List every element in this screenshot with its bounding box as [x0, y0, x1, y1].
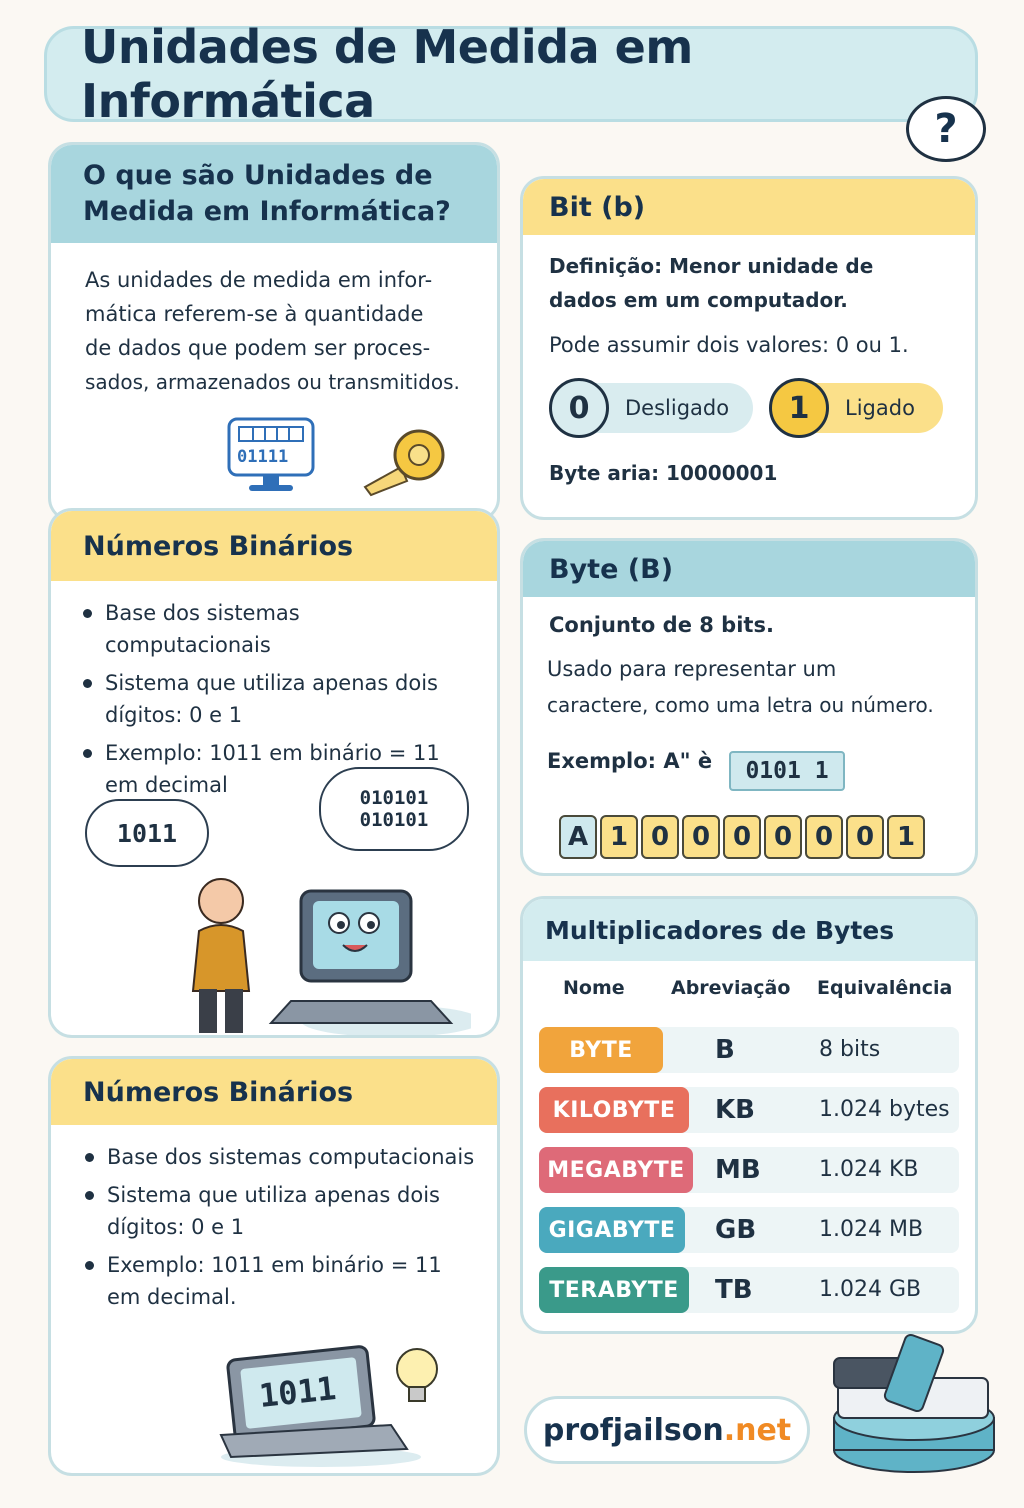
thought-cloud-left: 1011 — [85, 799, 209, 867]
intro-heading-line: O que são Unidades de — [83, 160, 433, 191]
byte-bit-box: 0 — [805, 815, 843, 859]
site-link[interactable] — [524, 1396, 810, 1464]
bit-off-pill — [553, 383, 753, 433]
bullet-item: Exemplo: 1011 em binário = 11 em decimal — [81, 737, 471, 801]
byte-line-1: Conjunto de 8 bits. — [549, 613, 774, 637]
unit-equivalence: 1.024 MB — [819, 1217, 924, 1242]
byte-line-2-part: Usado para representar um — [547, 657, 837, 681]
column-header-abbr: Abreviação — [671, 977, 791, 999]
byte-bit-box: 1 — [887, 815, 925, 859]
byte-char-box: A — [559, 815, 597, 859]
unit-equivalence: 8 bits — [819, 1037, 881, 1062]
unit-abbreviation: KB — [715, 1095, 755, 1125]
table-row — [539, 1267, 959, 1313]
measuring-tape-icon — [361, 427, 451, 501]
cloud-line: 010101 — [359, 787, 429, 809]
multipliers-card — [520, 896, 978, 1334]
thought-cloud-right — [319, 767, 469, 851]
bit-on-pill — [773, 383, 943, 433]
binary-bullets-2 — [51, 1125, 497, 1313]
intro-text-line: mática referem-se à quantidade — [85, 302, 424, 326]
byte-bit-box: 1 — [600, 815, 638, 859]
unit-name-tag: TERABYTE — [539, 1267, 689, 1313]
bit-values-text: Pode assumir dois valores: 0 ou 1. — [549, 333, 909, 357]
byte-boxes — [559, 815, 939, 863]
unit-equivalence: 1.024 GB — [819, 1277, 922, 1302]
unit-equivalence: 1.024 KB — [819, 1157, 919, 1182]
intro-text-line: de dados que podem ser proces- — [85, 336, 431, 360]
intro-card — [48, 142, 500, 522]
byte-heading: Byte (B) — [523, 541, 975, 597]
monitor-text: 01111 — [237, 447, 289, 467]
unit-name-tag: KILOBYTE — [539, 1087, 689, 1133]
byte-bit-box: 0 — [682, 815, 720, 859]
bit-byte-line: Byte aria: 10000001 — [549, 461, 778, 485]
byte-line-2-part: caractere, como uma letra ou número. — [547, 693, 934, 717]
byte-bit-box: 0 — [723, 815, 761, 859]
bit-card — [520, 176, 978, 520]
unit-equivalence: 1.024 bytes — [819, 1097, 950, 1122]
storage-devices-illustration — [824, 1318, 1004, 1482]
intro-heading — [51, 145, 497, 243]
bit-heading: Bit (b) — [523, 179, 975, 235]
laptop-illustration — [211, 1329, 451, 1473]
unit-name-tag: GIGABYTE — [539, 1207, 685, 1253]
bit-on-label: Ligado — [845, 396, 915, 420]
byte-bit-box: 0 — [764, 815, 802, 859]
intro-text-line: sados, armazenados ou transmitidos. — [85, 370, 460, 394]
bit-off-label: Desligado — [625, 396, 730, 420]
page-title: Unidades de Medida em Informática — [81, 20, 693, 128]
unit-name-tag: MEGABYTE — [539, 1147, 693, 1193]
table-row — [539, 1087, 959, 1133]
site-tld: .net — [723, 1412, 792, 1448]
bullet-item: Base dos sistemas computacionais — [83, 1141, 477, 1173]
unit-name-tag: BYTE — [539, 1027, 663, 1073]
bit-one-icon: 1 — [769, 378, 829, 438]
column-header-eq: Equivalência — [817, 977, 953, 999]
cloud-line: 010101 — [359, 809, 429, 831]
table-row — [539, 1147, 959, 1193]
unit-abbreviation: GB — [715, 1215, 757, 1245]
binary-card-1 — [48, 508, 500, 1038]
table-row — [539, 1207, 959, 1253]
bullet-item: Exemplo: 1011 em binário = 11 em decimal. — [83, 1249, 477, 1313]
column-header-name: Nome — [563, 977, 625, 999]
help-icon[interactable]: ? — [906, 96, 986, 162]
binary-card-2 — [48, 1056, 500, 1476]
binary-heading-1: Números Binários — [51, 511, 497, 581]
unit-abbreviation: MB — [715, 1155, 761, 1185]
bit-zero-icon: 0 — [549, 378, 609, 438]
table-row — [539, 1027, 959, 1073]
monitor-icon — [227, 417, 315, 497]
unit-abbreviation: B — [715, 1035, 735, 1065]
byte-card — [520, 538, 978, 876]
byte-example-box: 0101 1 — [729, 751, 845, 791]
binary-heading-2: Números Binários — [51, 1059, 497, 1125]
intro-text-line: As unidades de medida em infor- — [85, 268, 433, 292]
bit-definition — [523, 235, 975, 317]
bullet-item: Base dos sistemas computacionais — [81, 597, 471, 661]
unit-abbreviation: TB — [715, 1275, 753, 1305]
bit-definition-line: Definição: Menor unidade de — [549, 254, 874, 278]
byte-example-label: Exemplo: A" è — [547, 749, 713, 773]
site-name: profjailson — [542, 1412, 724, 1448]
intro-heading-line: Medida em Informática? — [83, 196, 451, 227]
professor-computer-illustration — [171, 861, 471, 1038]
title-banner — [44, 20, 978, 128]
bullet-item: Sistema que utiliza apenas dois dígitos: 0 e 1 — [81, 667, 471, 731]
multipliers-heading: Multiplicadores de Bytes — [523, 899, 975, 961]
laptop-screen-text: 1011 — [257, 1369, 338, 1415]
multipliers-table-header — [523, 977, 978, 1007]
bit-definition-line: dados em um computador. — [549, 288, 848, 312]
bullet-item: Sistema que utiliza apenas dois dígitos: 0 e 1 — [83, 1179, 477, 1243]
byte-bit-box: 0 — [641, 815, 679, 859]
byte-line-2 — [523, 637, 975, 723]
byte-bit-box: 0 — [846, 815, 884, 859]
intro-text — [51, 243, 497, 399]
